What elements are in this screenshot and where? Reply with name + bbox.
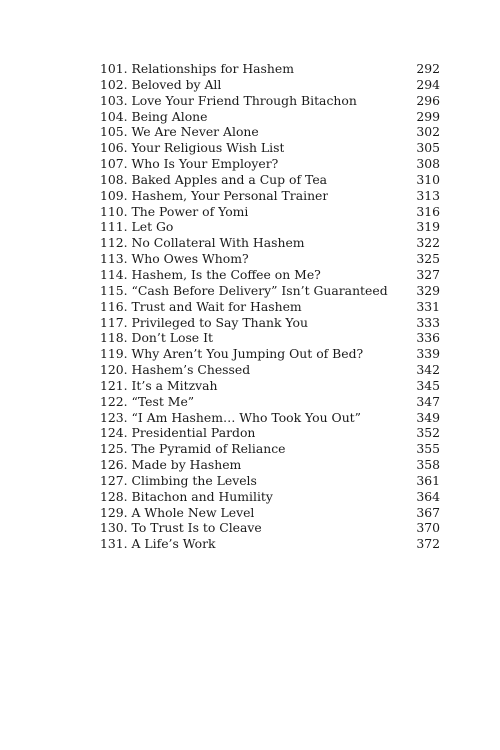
toc-entry bbox=[100, 172, 440, 188]
toc-entry-title: 106. Your Religious Wish List bbox=[100, 140, 285, 156]
toc-entry-page-number: 372 bbox=[416, 536, 440, 552]
toc-entry-title: 111. Let Go bbox=[100, 219, 174, 235]
toc-entry-page-number: 313 bbox=[416, 187, 440, 203]
toc-entry-page-number: 370 bbox=[416, 520, 440, 536]
toc-entry bbox=[100, 235, 440, 251]
table-of-contents bbox=[100, 61, 440, 552]
toc-entry bbox=[100, 346, 440, 362]
toc-entry bbox=[100, 410, 440, 426]
toc-entry-title: 109. Hashem, Your Personal Trainer bbox=[100, 187, 329, 203]
toc-entry-title: 107. Who Is Your Employer? bbox=[100, 156, 279, 172]
toc-entry-page-number: 319 bbox=[416, 219, 440, 235]
toc-entry-page-number: 355 bbox=[416, 441, 440, 457]
toc-entry-page-number: 347 bbox=[416, 393, 440, 409]
toc-entry-page-number: 308 bbox=[416, 156, 440, 172]
toc-entry-title: 115. “Cash Before Delivery” Isn’t Guaranteed bbox=[100, 282, 388, 298]
toc-entry-page-number: 352 bbox=[416, 425, 440, 441]
toc-entry bbox=[100, 315, 440, 331]
toc-entry bbox=[100, 362, 440, 378]
toc-entry bbox=[100, 536, 440, 552]
toc-entry bbox=[100, 425, 440, 441]
toc-entry-page-number: 296 bbox=[416, 92, 440, 108]
toc-entry-title: 114. Hashem, Is the Coffee on Me? bbox=[100, 266, 321, 282]
toc-entry-title: 131. A Life’s Work bbox=[100, 536, 216, 552]
toc-entry-title: 125. The Pyramid of Reliance bbox=[100, 441, 286, 457]
toc-entry-page-number: 322 bbox=[416, 235, 440, 251]
toc-entry bbox=[100, 378, 440, 394]
toc-entry bbox=[100, 441, 440, 457]
toc-entry-page-number: 325 bbox=[416, 251, 440, 267]
toc-entry-page-number: 364 bbox=[416, 488, 440, 504]
toc-entry-title: 117. Privileged to Say Thank You bbox=[100, 314, 308, 330]
toc-entry-title: 113. Who Owes Whom? bbox=[100, 251, 249, 267]
toc-entry-title: 124. Presidential Pardon bbox=[100, 425, 256, 441]
toc-entry bbox=[100, 251, 440, 267]
toc-entry bbox=[100, 93, 440, 109]
toc-entry-page-number: 349 bbox=[416, 409, 440, 425]
toc-entry bbox=[100, 77, 440, 93]
toc-entry-title: 104. Being Alone bbox=[100, 108, 208, 124]
toc-entry-title: 126. Made by Hashem bbox=[100, 457, 242, 473]
toc-entry-title: 119. Why Aren’t You Jumping Out of Bed? bbox=[100, 346, 364, 362]
toc-entry bbox=[100, 156, 440, 172]
toc-entry-title: 102. Beloved by All bbox=[100, 76, 222, 92]
toc-entry bbox=[100, 299, 440, 315]
toc-entry-title: 108. Baked Apples and a Cup of Tea bbox=[100, 171, 328, 187]
toc-entry-title: 128. Bitachon and Humility bbox=[100, 488, 273, 504]
toc-entry bbox=[100, 188, 440, 204]
toc-entry-page-number: 299 bbox=[416, 108, 440, 124]
toc-entry bbox=[100, 505, 440, 521]
toc-entry bbox=[100, 489, 440, 505]
toc-entry-page-number: 329 bbox=[416, 282, 440, 298]
toc-entry-title: 105. We Are Never Alone bbox=[100, 124, 259, 140]
toc-entry-title: 130. To Trust Is to Cleave bbox=[100, 520, 262, 536]
toc-entry-page-number: 294 bbox=[416, 76, 440, 92]
toc-entry-title: 103. Love Your Friend Through Bitachon bbox=[100, 92, 357, 108]
toc-entry-page-number: 345 bbox=[416, 377, 440, 393]
toc-entry-title: 127. Climbing the Levels bbox=[100, 472, 257, 488]
toc-entry-title: 123. “I Am Hashem… Who Took You Out” bbox=[100, 409, 361, 425]
toc-entry-page-number: 327 bbox=[416, 266, 440, 282]
toc-entry-page-number: 316 bbox=[416, 203, 440, 219]
toc-entry bbox=[100, 109, 440, 125]
toc-entry-title: 112. No Collateral With Hashem bbox=[100, 235, 305, 251]
toc-entry-page-number: 333 bbox=[416, 314, 440, 330]
toc-entry-page-number: 292 bbox=[416, 61, 440, 76]
toc-entry-title: 129. A Whole New Level bbox=[100, 504, 255, 520]
toc-entry-title: 101. Relationships for Hashem bbox=[100, 61, 294, 76]
toc-entry bbox=[100, 61, 440, 77]
toc-entry-page-number: 302 bbox=[416, 124, 440, 140]
toc-entry bbox=[100, 283, 440, 299]
toc-entry bbox=[100, 330, 440, 346]
toc-entry-page-number: 367 bbox=[416, 504, 440, 520]
toc-entry-page-number: 336 bbox=[416, 330, 440, 346]
toc-entry bbox=[100, 520, 440, 536]
toc-entry-page-number: 339 bbox=[416, 346, 440, 362]
toc-entry-page-number: 358 bbox=[416, 457, 440, 473]
toc-entry-page-number: 331 bbox=[416, 298, 440, 314]
toc-entry-title: 122. “Test Me” bbox=[100, 393, 195, 409]
toc-entry bbox=[100, 394, 440, 410]
toc-entry bbox=[100, 473, 440, 489]
toc-entry bbox=[100, 204, 440, 220]
toc-entry-page-number: 305 bbox=[416, 140, 440, 156]
toc-entry-page-number: 310 bbox=[416, 171, 440, 187]
toc-entry bbox=[100, 140, 440, 156]
toc-entry bbox=[100, 124, 440, 140]
toc-entry-title: 118. Don’t Lose It bbox=[100, 330, 213, 346]
toc-entry-title: 121. It’s a Mitzvah bbox=[100, 377, 218, 393]
toc-entry-title: 116. Trust and Wait for Hashem bbox=[100, 298, 302, 314]
toc-entry-title: 120. Hashem’s Chessed bbox=[100, 362, 251, 378]
toc-entry-page-number: 361 bbox=[416, 472, 440, 488]
toc-entry bbox=[100, 219, 440, 235]
toc-entry bbox=[100, 457, 440, 473]
toc-entry-title: 110. The Power of Yomi bbox=[100, 203, 249, 219]
toc-entry-page-number: 342 bbox=[416, 362, 440, 378]
toc-entry bbox=[100, 267, 440, 283]
